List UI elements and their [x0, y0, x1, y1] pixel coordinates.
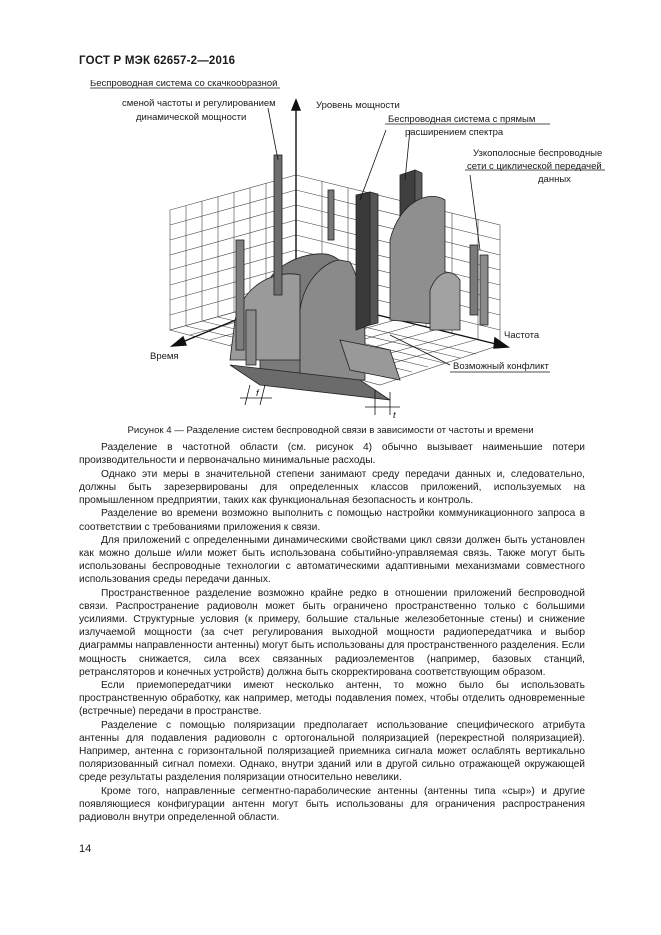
paragraph: Кроме того, направленные сегментно-параболические антенны (антенны типа «сыр») и другие появляющиеся конфигурации антенн могут быть использованы для ограничения распространения радиоволн внутри определенной области. — [79, 785, 585, 824]
label-conflict: Возможный конфликт — [453, 361, 549, 372]
label-fh-line1: Беспроводная система со скачкообразной — [90, 80, 278, 89]
paragraph: Если приемопередатчики имеют несколько антенн, то можно было бы использовать пространственную обработку, как например, методы подавления помех, чтобы отделить одновременные (встречные) передачи в пространстве. — [79, 680, 585, 718]
figure-4 — [60, 80, 620, 420]
paragraph: Разделение в частотной области (см. рисунок 4) обычно вызывает наименьшие потери производительности и первоначально минимальные расходы. — [79, 442, 585, 467]
paragraph: Для приложений с определенными динамическими свойствами цикл связи должен быть установлен как можно дольше и/или может быть использована событийно-управляемая связь. Также могут быть использованы беспроводные технологии с автоматическими адаптивными механизмами совместного использования среды передачи данных. — [79, 535, 585, 586]
label-power: Уровень мощности — [316, 100, 400, 111]
label-time: Время — [150, 351, 179, 362]
label-spread-line2: расширением спектра — [405, 127, 504, 138]
document-header: ГОСТ Р МЭК 62657-2—2016 — [79, 55, 236, 67]
paragraph: Разделение с помощью поляризации предполагает использование специфического атрибута антенны для подавления радиоволн с ортогональной поляризацией (перекрестной поляризацией). Например, антенна с горизонтальной поляризацией приемника сигнала может ослаблять вертикально поляризованный сигнал помехи. Однако, внутри зданий или в другой сильно отражающей окружающей среде результаты разделения поляризации относительно невелики. — [79, 719, 585, 784]
paragraph: Однако эти меры в значительной степени занимают среду передачи данных и, следовательно, должны быть зарезервированы для определенных классов приложений, используемых на промышленном предприятии, таких как функциональная безопасность и контроль. — [79, 468, 585, 506]
body-text — [79, 441, 585, 825]
label-spread-line1: Беспроводная система с прямым — [388, 114, 536, 125]
label-f: f — [256, 388, 259, 399]
label-narrow-line3: данных — [538, 174, 571, 185]
label-t: t — [393, 410, 396, 420]
paragraph: Пространственное разделение возможно крайне редко в отношении приложений беспроводной связи. Распространение радиоволн может быть ограничено пространственно только с большими усилиями. Структурные условия (к примеру, большие стальные железобетонные стены) и снижение излучаемой мощности (за счет регулирования выходной мощности радиопередатчика и выбор диаграммы направленности антенны) могут быть использованы для пространственного разделения. Если мощность снижается, сила всех связанных радиоэлементов (например, базовых станций, ретрансляторов и конечных устройств) должна быть скорректирована соответствующим образом. — [79, 588, 585, 678]
label-narrow-line1: Узкополосные беспроводные — [473, 148, 603, 159]
label-fh-line3: динамической мощности — [136, 112, 247, 123]
label-fh-line2: сменой частоты и регулированием — [122, 98, 276, 109]
label-narrow-line2: сети с циклической передачей — [467, 161, 602, 172]
page-number: 14 — [79, 843, 92, 855]
figure-caption: Рисунок 4 — Разделение систем беспроводной связи в зависимости от частоты и времени — [127, 425, 534, 436]
figure-4-diagram — [60, 80, 620, 420]
label-frequency: Частота — [504, 330, 540, 341]
paragraph: Разделение во времени возможно выполнить с помощью настройки коммуникационного запроса в соответствии с требованиями приложения к связи. — [79, 508, 585, 533]
narrowband-shapes — [390, 196, 488, 330]
